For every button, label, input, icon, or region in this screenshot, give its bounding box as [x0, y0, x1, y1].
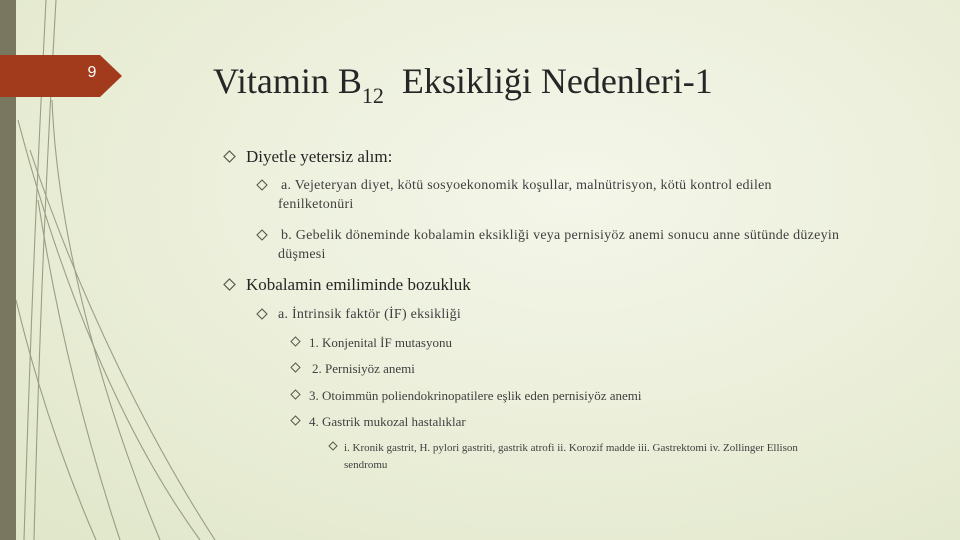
bullet-diet: Diyetle yetersiz alım:	[246, 147, 392, 167]
bullet-absorption: Kobalamin emiliminde bozukluk	[246, 275, 471, 295]
diamond-outline-icon	[223, 278, 236, 291]
diamond-outline-icon	[290, 389, 301, 400]
bullet-diet-b: b. Gebelik döneminde kobalamin eksikliği veya pernisiyöz anemi sonucu anne sütünde düzeyin düşmesi	[278, 228, 839, 263]
title-main: Vitamin B	[213, 61, 362, 101]
diamond-outline-icon	[256, 179, 268, 191]
bullet-pernicious: 2. Pernisiyöz anemi	[312, 361, 415, 377]
bullet-gastric: 4. Gastrik mukozal hastalıklar	[309, 414, 466, 430]
bullet-autoimmune: 3. Otoimmün poliendokrinopatilere eşlik eden pernisiyöz anemi	[309, 388, 642, 404]
diamond-outline-icon	[290, 415, 301, 426]
slide-title	[213, 60, 713, 109]
bullet-intrinsic-factor: a. İntrinsik faktör (İF) eksikliği	[278, 307, 461, 323]
title-subscript: 12	[361, 82, 384, 108]
diamond-outline-icon	[223, 150, 236, 163]
slide-number: 9	[87, 64, 97, 81]
bullet-gastric-details: i. Kronik gastrit, H. pylori gastriti, gastrik atrofi ii. Korozif madde iii. Gastrektomi iv. Zollinger Ellison sendromu	[344, 440, 798, 474]
title-rest: Eksikliği Nedenleri-1	[401, 61, 713, 101]
diamond-outline-icon	[256, 308, 268, 320]
diamond-outline-icon	[328, 441, 338, 451]
diamond-outline-icon	[290, 362, 301, 373]
diamond-outline-icon	[256, 229, 268, 241]
bullet-congenital: 1. Konjenital İF mutasyonu	[309, 335, 452, 351]
bullet-diet-a: a. Vejeteryan diyet, kötü sosyoekonomik koşullar, malnütrisyon, kötü kontrol edilen fenilketonüri	[278, 178, 772, 213]
diamond-outline-icon	[290, 336, 301, 347]
